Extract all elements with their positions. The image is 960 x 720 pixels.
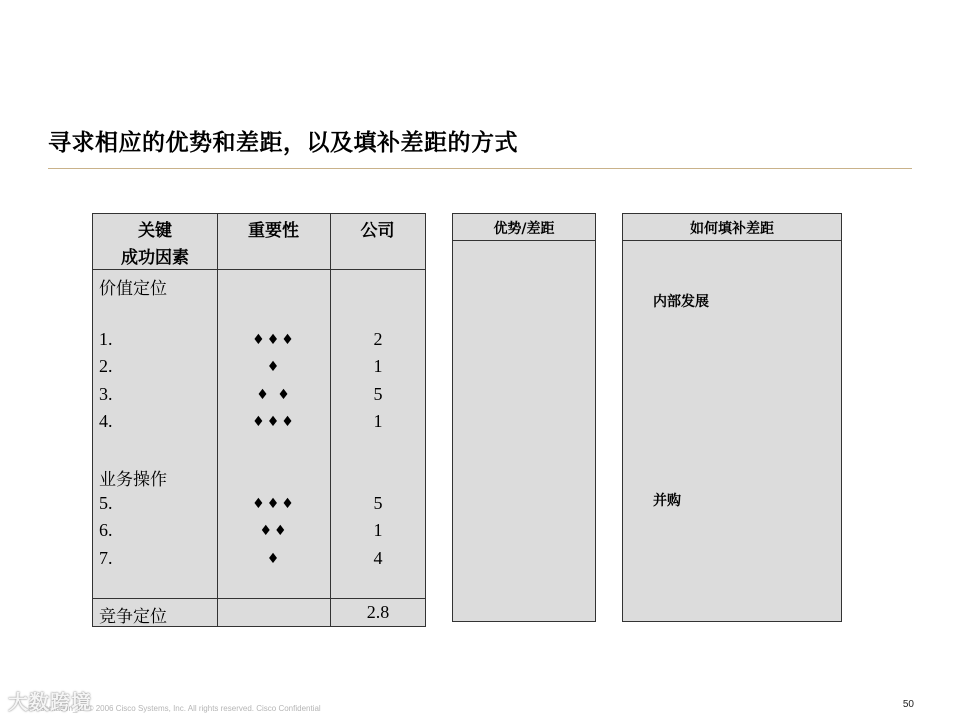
company-score: 1 [373,411,383,431]
header-key-factor-line2: 成功因素 [121,248,189,268]
row-label: 6. [99,520,113,540]
row-label: 2. [99,356,113,376]
importance-diamonds: ♦ [266,551,282,567]
competitive-positioning-score: 2.8 [366,602,390,622]
fill-gap-title: 如何填补差距 [690,221,774,237]
header-key-factor [93,218,217,272]
title-divider [48,168,912,169]
importance-diamonds: ♦ ♦ [256,387,292,403]
company-score: 1 [373,356,383,376]
section-label-business-operations: 业务操作 [99,470,167,490]
page-number: 50 [902,699,914,710]
importance-diamonds: ♦♦♦ [252,414,296,430]
header-company: 公司 [360,221,395,241]
watermark-logo: 大数跨境 [8,690,92,714]
company-score: 2 [373,329,383,349]
internal-development-item: 内部发展 [653,294,709,310]
company-score: 5 [373,493,383,513]
advantage-gap-panel [452,213,596,622]
company-score: 4 [373,548,383,568]
company-score: 5 [373,384,383,404]
mergers-acquisitions-item: 并购 [653,493,681,509]
success-factor-table [92,213,426,627]
row-label: 1. [99,329,113,349]
footer-divider [93,598,425,599]
importance-diamonds: ♦♦♦ [252,332,296,348]
row-label: 3. [99,384,113,404]
row-label: 4. [99,411,113,431]
advantage-gap-title: 优势/差距 [493,221,555,237]
row-label: 5. [99,493,113,513]
fill-gap-divider [623,240,841,241]
importance-diamonds: ♦♦ [259,523,289,539]
competitive-positioning-label: 竞争定位 [99,607,167,627]
section-label-value-positioning: 价值定位 [99,279,167,299]
importance-diamonds: ♦♦♦ [252,496,296,512]
company-score: 1 [373,520,383,540]
page-title: 寻求相应的优势和差距，以及填补差距的方式 [48,130,518,156]
header-key-factor-line1: 关键 [138,221,172,241]
fill-gap-panel [622,213,842,622]
header-importance: 重要性 [248,221,299,241]
importance-diamonds: ♦ [266,359,282,375]
row-label: 7. [99,548,113,568]
copyright-footer: Presentation_ID © 2006 Cisco Systems, Inc. All rights reserved. Cisco Confidential [28,704,321,713]
advantage-gap-divider [453,240,595,241]
